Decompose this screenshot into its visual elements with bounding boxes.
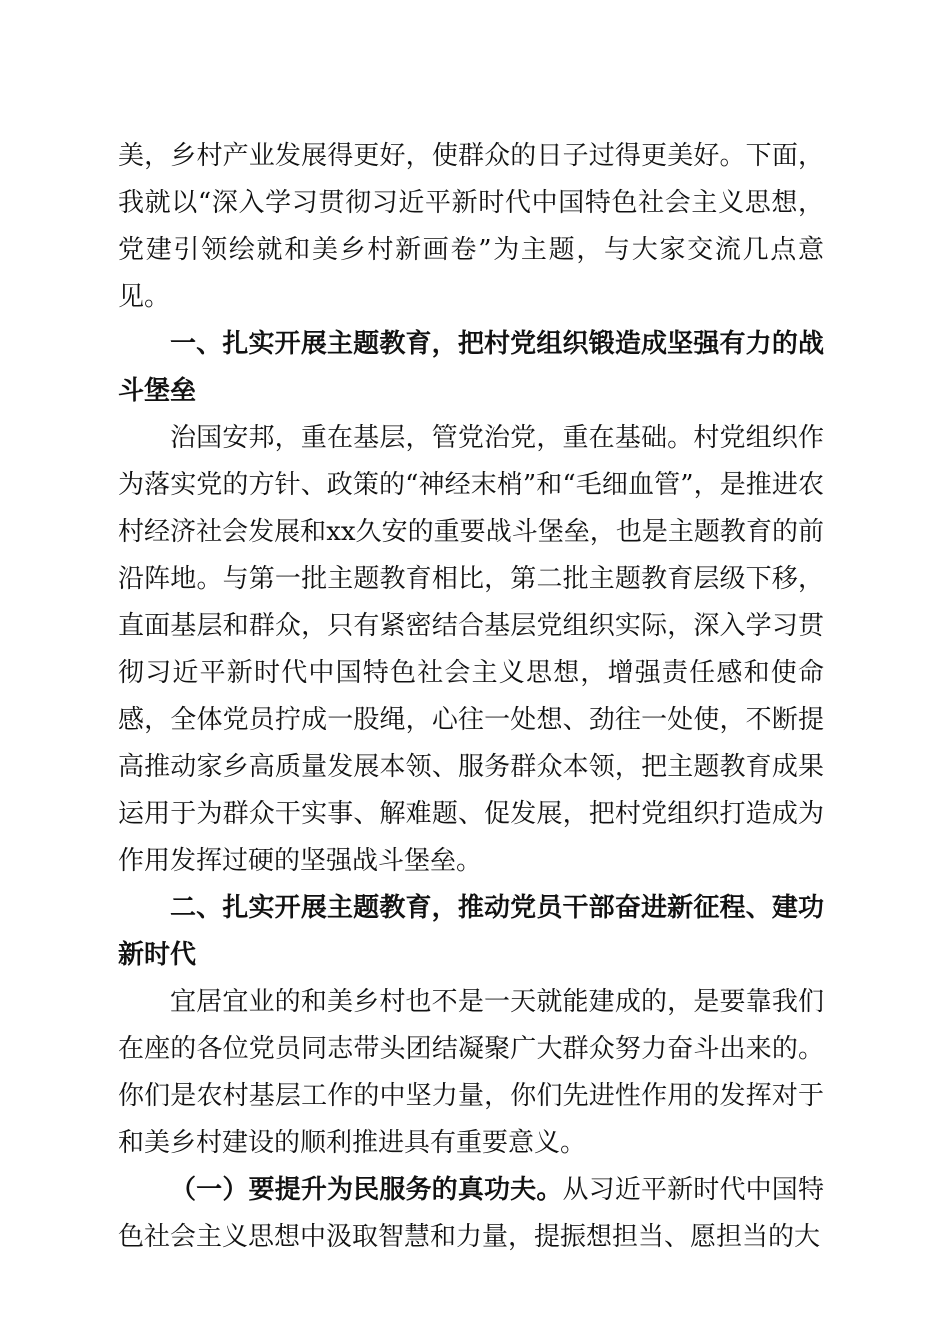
subsection-1-paragraph bbox=[118, 1167, 824, 1261]
section-2-heading: 二、扎实开展主题教育，推动党员干部奋进新征程、建功新时代 bbox=[118, 893, 824, 970]
intro-paragraph: 美，乡村产业发展得更好，使群众的日子过得更美好。下面，我就以“深入学习贯彻习近平新时代中国特色社会主义思想，党建引领绘就和美乡村新画卷”为主题，与大家交流几点意见。 bbox=[118, 141, 824, 312]
subsection-1-body: 从习近平新时代中国特色社会主义思想中汲取智慧和力量，提振想担当、愿担当的大 bbox=[118, 1175, 824, 1252]
section-1-heading: 一、扎实开展主题教育，把村党组织锻造成坚强有力的战斗堡垒 bbox=[118, 329, 824, 406]
section-1-body: 治国安邦，重在基层，管党治党，重在基础。村党组织作为落实党的方针、政策的“神经末梢”和“毛细血管”，是推进农村经济社会发展和xx久安的重要战斗堡垒，也是主题教育的前沿阵地。与第一批主题教育相比，第二批主题教育层级下移，直面基层和群众，只有紧密结合基层党组织实际，深入学习贯彻习近平新时代中国特色社会主义思想，增强责任感和使命感，全体党员拧成一股绳，心往一处想、劲往一处使，不断提高推动家乡高质量发展本领、服务群众本领，把主题教育成果运用于为群众干实事、解难题、促发展，把村党组织打造成为作用发挥过硬的坚强战斗堡垒。 bbox=[118, 423, 824, 876]
section-2-body: 宜居宜业的和美乡村也不是一天就能建成的，是要靠我们在座的各位党员同志带头团结凝聚广大群众努力奋斗出来的。你们是农村基层工作的中坚力量，你们先进性作用的发挥对于和美乡村建设的顺利推进具有重要意义。 bbox=[118, 987, 824, 1158]
subsection-1-lead: （一）要提升为民服务的真功夫。 bbox=[170, 1175, 563, 1205]
document-page bbox=[118, 133, 824, 1261]
